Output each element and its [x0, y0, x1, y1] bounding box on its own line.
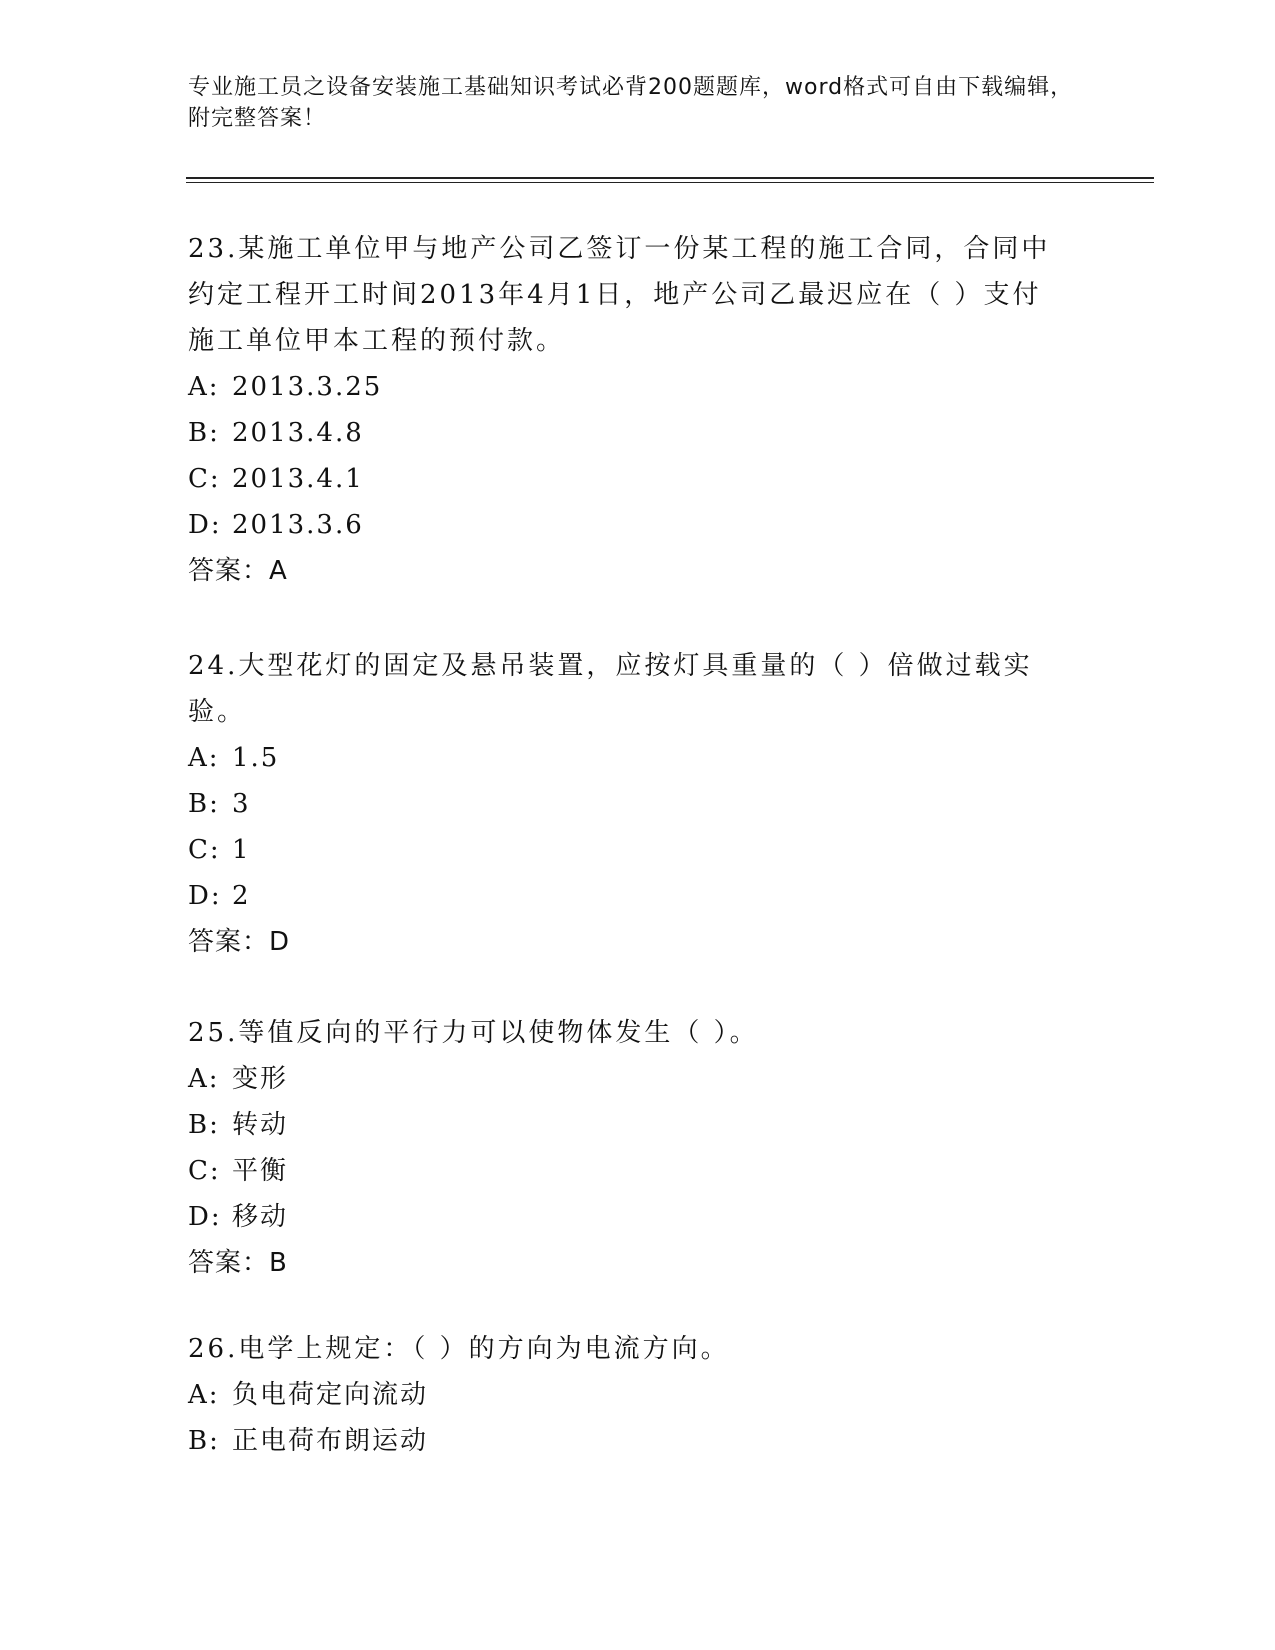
option-d	[188, 873, 1088, 919]
option-letter: B:	[188, 418, 220, 448]
option-letter: A:	[188, 1064, 220, 1094]
option-value: 3	[232, 789, 251, 819]
option-letter: B:	[188, 1426, 220, 1456]
option-value: 移动	[232, 1202, 289, 1232]
option-letter: B:	[188, 789, 220, 819]
option-d	[188, 1194, 1088, 1240]
header-divider-thin	[186, 182, 1154, 183]
option-c	[188, 456, 1088, 502]
option-value: 1	[232, 835, 251, 865]
header-divider	[186, 177, 1154, 179]
question-23	[188, 226, 1088, 594]
answer: 答案：A	[188, 556, 288, 586]
option-b	[188, 781, 1088, 827]
option-letter: D:	[188, 510, 222, 540]
option-c	[188, 827, 1088, 873]
question-text: 24.大型花灯的固定及悬吊装置，应按灯具重量的（ ）倍做过载实验。	[188, 651, 1033, 727]
question-text: 26.电学上规定：（ ）的方向为电流方向。	[188, 1334, 730, 1364]
option-a	[188, 735, 1088, 781]
option-value: 2013.3.6	[232, 510, 364, 540]
option-letter: A:	[188, 743, 220, 773]
option-b	[188, 410, 1088, 456]
option-value: 2013.3.25	[232, 372, 383, 402]
option-letter: A:	[188, 372, 220, 402]
option-value: 2013.4.1	[232, 464, 364, 494]
header-title: 专业施工员之设备安装施工基础知识考试必背200题题库，word格式可自由下载编辑，附完整答案！	[188, 75, 1074, 131]
option-a	[188, 364, 1088, 410]
question-text: 25.等值反向的平行力可以使物体发生（ ）。	[188, 1018, 759, 1048]
answer: 答案：B	[188, 1248, 288, 1278]
document-header	[188, 72, 1088, 134]
option-letter: C:	[188, 1156, 221, 1186]
question-25	[188, 1010, 1088, 1286]
option-c	[188, 1148, 1088, 1194]
option-value: 变形	[232, 1064, 289, 1094]
option-value: 转动	[232, 1110, 289, 1140]
option-letter: B:	[188, 1110, 220, 1140]
option-b	[188, 1418, 1088, 1464]
option-a	[188, 1372, 1088, 1418]
option-d	[188, 502, 1088, 548]
question-text: 23.某施工单位甲与地产公司乙签订一份某工程的施工合同，合同中约定工程开工时间2013年4月1日，地产公司乙最迟应在（ ）支付施工单位甲本工程的预付款。	[188, 234, 1051, 356]
option-value: 2013.4.8	[232, 418, 364, 448]
question-26	[188, 1326, 1088, 1464]
option-letter: C:	[188, 835, 221, 865]
option-b	[188, 1102, 1088, 1148]
option-value: 1.5	[232, 743, 280, 773]
option-letter: C:	[188, 464, 221, 494]
question-24	[188, 643, 1088, 965]
option-value: 负电荷定向流动	[232, 1380, 429, 1410]
option-value: 正电荷布朗运动	[232, 1426, 429, 1456]
option-value: 2	[232, 881, 251, 911]
option-value: 平衡	[232, 1156, 289, 1186]
option-a	[188, 1056, 1088, 1102]
option-letter: D:	[188, 1202, 222, 1232]
option-letter: D:	[188, 881, 222, 911]
option-letter: A:	[188, 1380, 220, 1410]
answer: 答案：D	[188, 927, 291, 957]
